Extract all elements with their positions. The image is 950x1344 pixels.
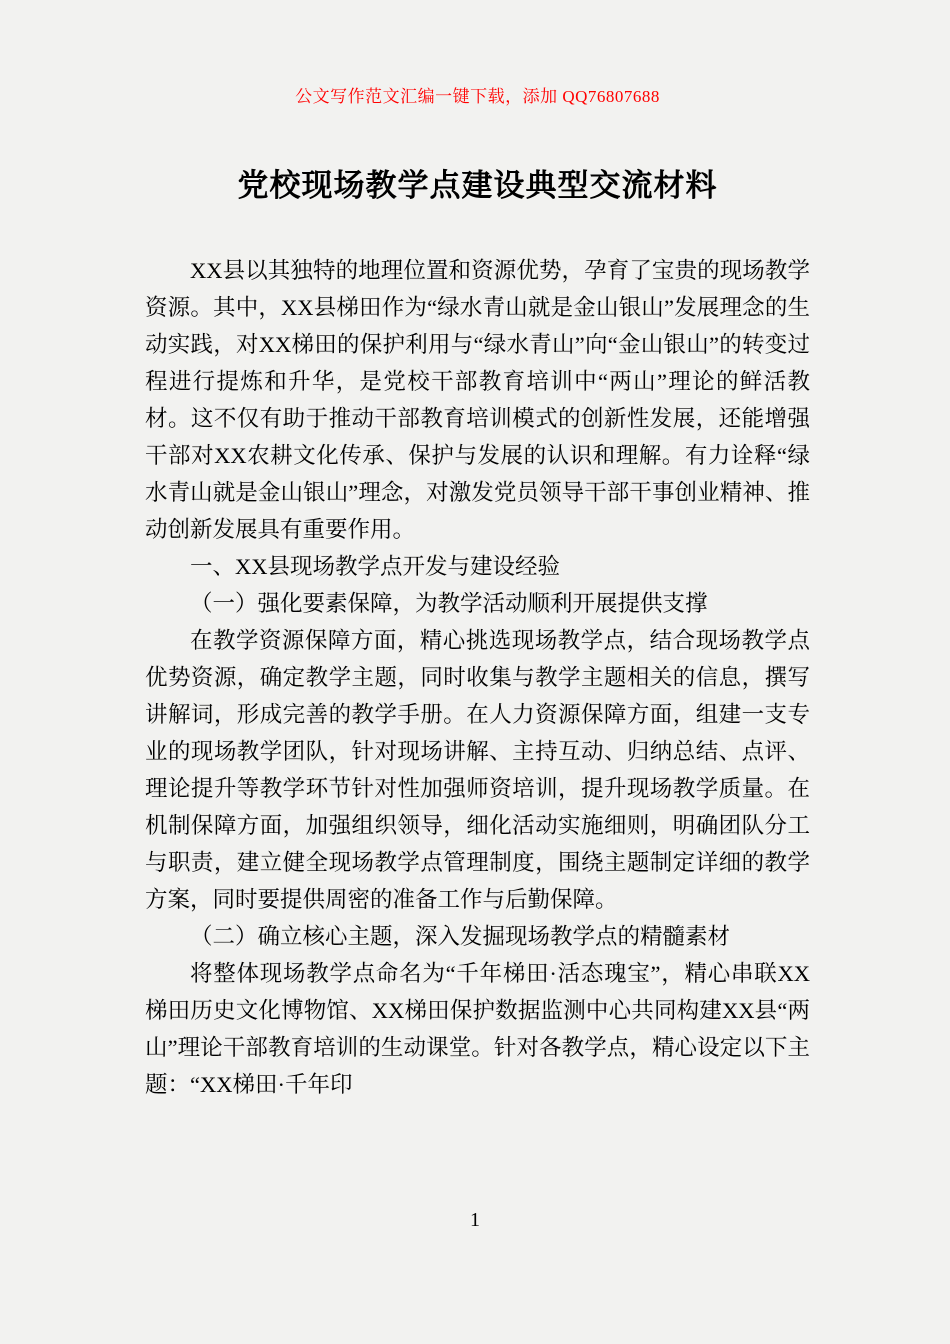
promo-banner-text: 公文写作范文汇编一键下载，添加 QQ76807688 bbox=[295, 87, 660, 106]
paragraph-subsection-1-body: 在教学资源保障方面，精心挑选现场教学点，结合现场教学点优势资源，确定教学主题，同时收集与教学主题相关的信息，撰写讲解词，形成完善的教学手册。在人力资源保障方面，组建一支专业的现场教学团队，针对现场讲解、主持互动、归纳总结、点评、理论提升等教学环节针对性加强师资培训，提升现场教学质量。在机制保障方面，加强组织领导，细化活动实施细则，明确团队分工与职责，建立健全现场教学点管理制度，围绕主题制定详细的教学方案，同时要提供周密的准备工作与后勤保障。 bbox=[145, 628, 810, 912]
document-body bbox=[145, 252, 810, 1103]
heading-section-1: 一、XX县现场教学点开发与建设经验 bbox=[190, 554, 560, 579]
heading-subsection-1: （一）强化要素保障，为教学活动顺利开展提供支撑 bbox=[190, 591, 708, 616]
page-number: 1 bbox=[470, 1209, 480, 1231]
paragraph-subsection-2-body: 将整体现场教学点命名为“千年梯田·活态瑰宝”，精心串联XX梯田历史文化博物馆、XX梯田保护数据监测中心共同构建XX县“两山”理论干部教育培训的生动课堂。针对各教学点，精心设定以下主题：“XX梯田·千年印 bbox=[145, 961, 810, 1097]
document-title: 党校现场教学点建设典型交流材料 bbox=[237, 168, 718, 203]
paragraph-intro: XX县以其独特的地理位置和资源优势，孕育了宝贵的现场教学资源。其中，XX县梯田作为“绿水青山就是金山银山”发展理念的生动实践，对XX梯田的保护利用与“绿水青山”向“金山银山”的转变过程进行提炼和升华，是党校干部教育培训中“两山”理论的鲜活教材。这不仅有助于推动干部教育培训模式的创新性发展，还能增强干部对XX农耕文化传承、保护与发展的认识和理解。有力诠释“绿水青山就是金山银山”理念，对激发党员领导干部干事创业精神、推动创新发展具有重要作用。 bbox=[145, 258, 810, 542]
heading-subsection-2: （二）确立核心主题，深入发掘现场教学点的精髓素材 bbox=[190, 924, 731, 949]
